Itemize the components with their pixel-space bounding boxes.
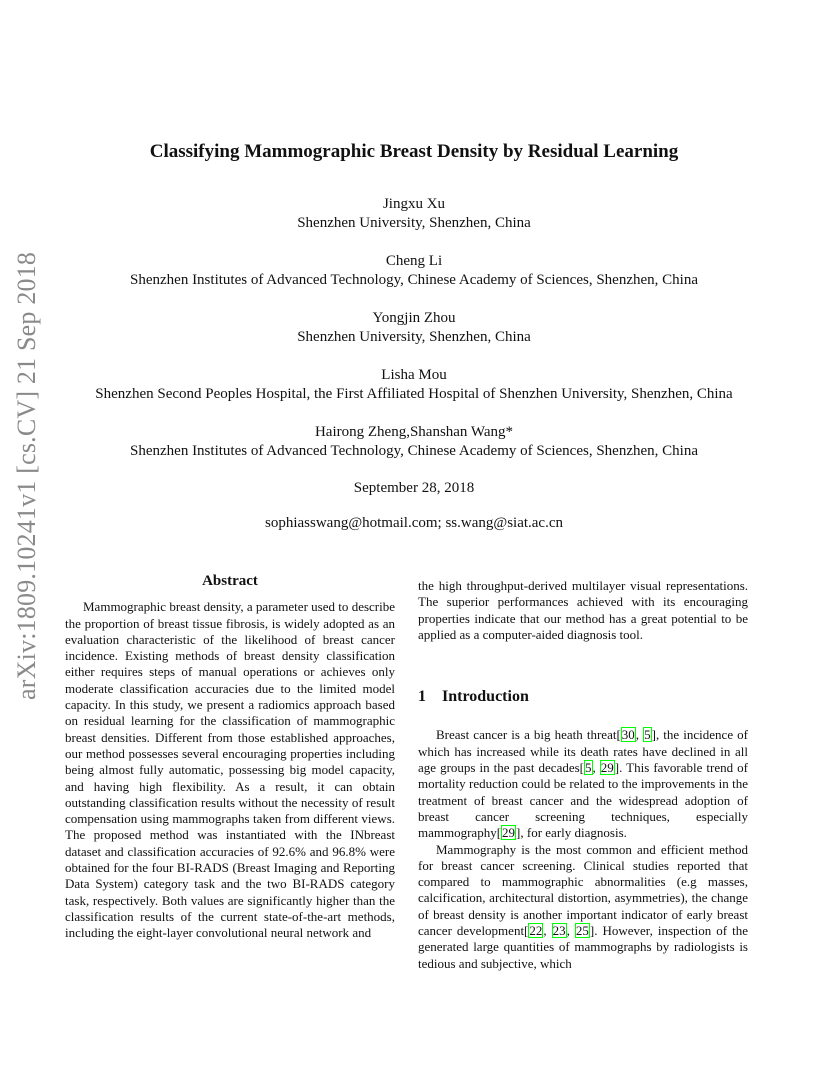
citation-link[interactable]: 23 [552, 923, 566, 939]
author-block [0, 366, 828, 404]
author-affiliation: Shenzhen University, Shenzhen, China [297, 215, 531, 231]
paragraph-text: , [566, 923, 575, 939]
citation-link[interactable]: 30 [621, 727, 635, 743]
author-block [0, 423, 828, 461]
author-name: Lisha Mou [381, 367, 447, 383]
section-number: 1 [418, 688, 426, 706]
abstract-continuation: the high throughput-derived multilayer visual representations. The superior performances achieved with its encouraging properties indicate that our method has a great potential to be applied as a computer-aided diagnosis tool. [418, 578, 748, 642]
paragraph-text: ]. However, inspection of the generated large quantities of mammographs by radiologists is tedious and subjective, which [418, 923, 748, 971]
author-name: Hairong Zheng,Shanshan Wang* [314, 424, 514, 440]
citation-link[interactable]: 5 [585, 760, 592, 776]
author-name: Yongjin Zhou [372, 310, 456, 326]
abstract-heading: Abstract [202, 573, 258, 589]
author-name: Cheng Li [385, 253, 443, 269]
paper-title: Classifying Mammographic Breast Density by Residual Learning [149, 141, 679, 162]
author-affiliation: Shenzhen University, Shenzhen, China [297, 329, 531, 345]
author-name: Jingxu Xu [382, 196, 446, 212]
paragraph-text: Breast cancer is a big heath threat[ [436, 727, 621, 743]
paragraph-text: Mammography is the most common and efficient method for breast cancer screening. Clinical studies reported that compared to mammographic abnormalities (e.g masses, calcification, architectural distortion, asymmetries), the change of breast density is another important indicator of early breast cancer development[ [418, 841, 748, 939]
author-affiliation: Shenzhen Institutes of Advanced Technology, Chinese Academy of Sciences, Shenzhen, China [130, 443, 698, 459]
intro-paragraph [418, 727, 748, 841]
section-title: Introduction [442, 688, 529, 706]
left-column [65, 573, 395, 942]
paragraph-text: ], for early diagnosis. [516, 825, 627, 841]
paragraph-text: , [543, 923, 552, 939]
author-affiliation: Shenzhen Institutes of Advanced Technology, Chinese Academy of Sciences, Shenzhen, China [130, 272, 698, 288]
paragraph-text: , [592, 760, 600, 776]
citation-link[interactable]: 5 [644, 727, 651, 743]
intro-paragraph [418, 842, 748, 972]
paragraph-text: , [635, 727, 644, 743]
author-block [0, 252, 828, 290]
paragraph-text: ], the incidence of which has increased while its death rates have declined in all age groups in the past decades[ [418, 727, 749, 776]
citation-link[interactable]: 25 [575, 923, 589, 939]
right-column [418, 578, 748, 972]
abstract-text: Mammographic breast density, a parameter used to describe the proportion of breast tissue fibrosis, is widely adopted as an evaluation characteristic of the likelihood of breast cancer incidence. Existing methods of breast density classification either requires steps of manual operations or achieves only moderate classification accuracies due to the limited model capacity. In this study, we present a radiomics approach based on residual learning for the classification of mammographic breast densities. Different from those established approaches, our method possesses several encouraging properties including being almost fully automatic, possessing big model capacity, and having high flexibility. As a result, it can obtain outstanding classification results without the necessity of result compensation using mammographs taken from different views. The proposed method was instantiated with the INbreast dataset and classification accuracies of 92.6% and 96.8% were obtained for the four BI-RADS (Breast Imaging and Reporting Data System) category task and the two BI-RADS category task, respectively. Both values are significantly higher than the classification results of the current state-of-the-art methods, including the eight-layer convolutional neural network and [65, 599, 395, 941]
arxiv-identifier-stamp: arXiv:1809.10241v1 [cs.CV] 21 Sep 2018 [12, 251, 41, 700]
contact-email: sophiasswang@hotmail.com; ss.wang@siat.ac.cn [265, 515, 563, 531]
author-affiliation: Shenzhen Second Peoples Hospital, the First Affiliated Hospital of Shenzhen University, Shenzhen, China [95, 386, 733, 402]
author-block [0, 309, 828, 347]
citation-link[interactable]: 29 [600, 760, 614, 776]
section-heading-introduction [418, 689, 748, 705]
citation-link[interactable]: 29 [502, 825, 516, 841]
author-block [0, 195, 828, 233]
citation-link[interactable]: 22 [529, 923, 543, 939]
paragraph-text: ]. This favorable trend of mortality reduction could be related to the improvements in the treatment of breast cancer and the widespread adoption of breast cancer screening techniques, especially mammography[ [418, 760, 749, 841]
paper-date: September 28, 2018 [353, 480, 475, 496]
